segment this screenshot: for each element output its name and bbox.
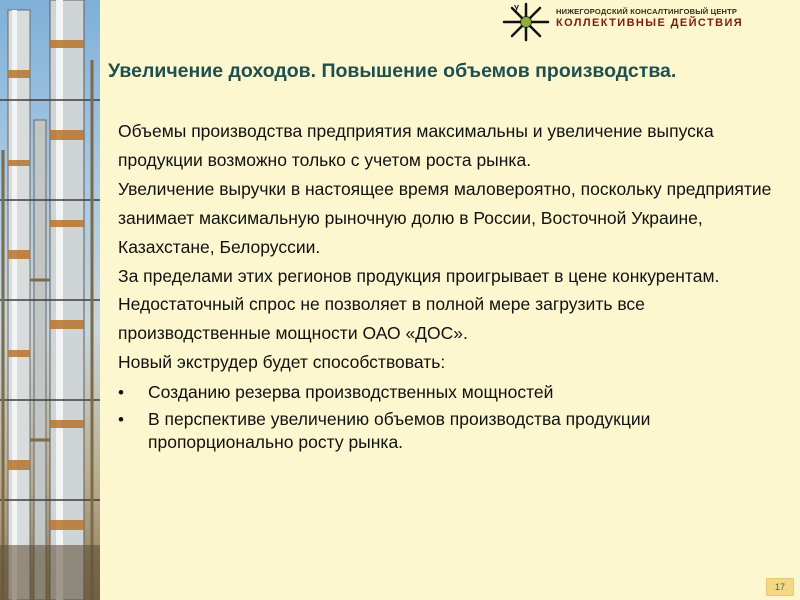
paragraph-revenue: Увеличение выручки в настоящее время маловероятно, поскольку предприятие занимает максимальную рыночную долю в России, Восточной Украине, Казахстане, Белоруссии. [118,178,772,257]
logo-text-line2: КОЛЛЕКТИВНЫЕ ДЕЙСТВИЯ [556,17,744,29]
list-item: • Созданию резерва производственных мощностей [118,381,778,404]
refinery-columns-photo [0,0,100,600]
refinery-columns-illustration [0,0,100,600]
list-item: • В перспективе увеличению объемов производства продукции пропорционально росту рынка. [118,408,778,454]
logo-text-line1: НИЖЕГОРОДСКИЙ КОНСАЛТИНГОВЫЙ ЦЕНТР [556,7,738,16]
svg-text:У: У [514,4,519,13]
bullet-list [118,381,778,454]
company-logo [500,2,792,42]
paragraph-regions: За пределами этих регионов продукция проигрывает в цене конкурентам. [118,265,720,286]
slide-body [118,117,778,454]
page-number-badge: 17 [766,578,794,596]
paragraph-extruder: Новый экструдер будет способствовать: [118,352,446,373]
slide-title: Увеличение доходов. Повышение объемов производства. [108,60,677,82]
paragraph-demand: Недостаточный спрос не позволяет в полной мере загрузить все производственные мощности ОАО «ДОС». [118,294,645,344]
paragraph-production: Объемы производства предприятия максимальны и увеличение выпуска продукции возможно только с учетом роста рынка. [118,121,714,170]
logo-emblem-icon [500,2,552,42]
